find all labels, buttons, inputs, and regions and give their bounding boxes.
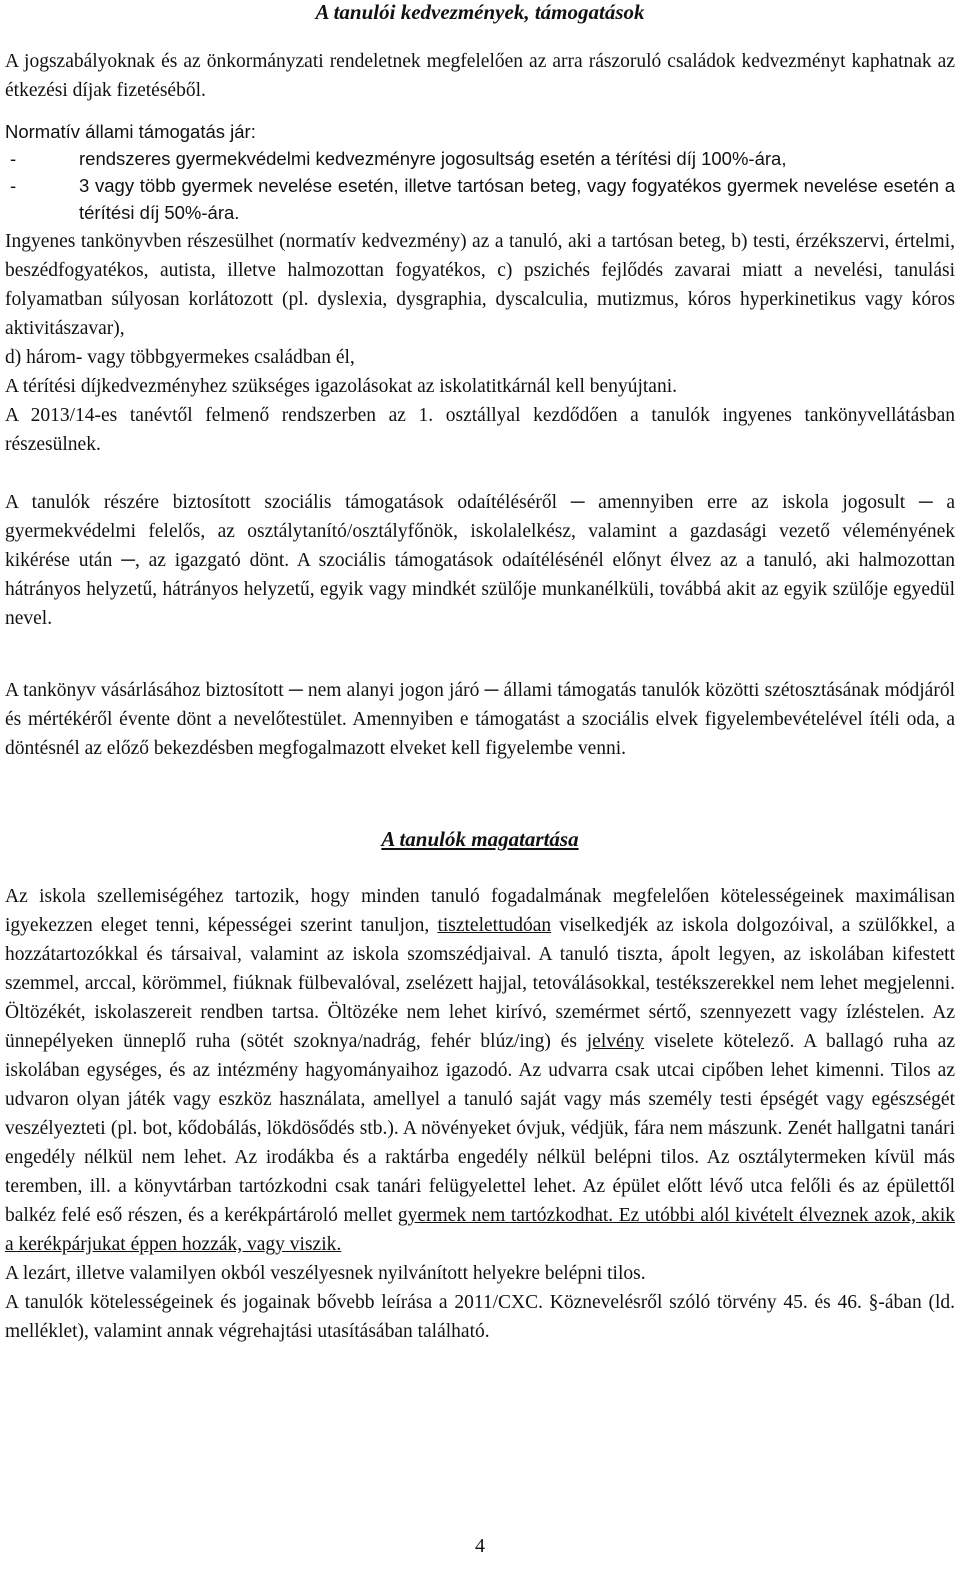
list-item-text: 3 vagy több gyermek nevelése esetén, illetve tartósan beteg, vagy fogyatékos gyermek nevelése esetén a térítési díj 50%-ára. (79, 175, 955, 223)
tankonyv-2013-paragraph: A 2013/14-es tanévtől felmenő rendszerben az 1. osztállyal kezdődően a tanulók ingyenes tankönyvellátásban részesülnek. (5, 405, 955, 455)
underlined-text: tisztelettudóan (437, 915, 552, 936)
text-run: Az iskola szellemiségéhez tartozik, hogy minden tanuló fogadalmának megfelelően kötelességeinek maximálisan igyekezzen eleget tenni, képességei szerint tanuljon, (5, 886, 955, 936)
normativ-list (5, 145, 955, 226)
magatartas-block (5, 882, 955, 1346)
kotelesseg-paragraph: A tanulók kötelességeinek és jogainak bővebb leírása a 2011/CXC. Köznevelésről szóló törvény 45. és 46. §-ában (ld. melléklet), valamint annak végrehajtási utasításában található. (5, 1292, 955, 1342)
underlined-text: jelvény (586, 1031, 645, 1052)
tankonyv-vasarlas-paragraph: A tankönyv vásárlásához biztosított ─ nem alanyi jogon járó ─ állami támogatás tanulók közötti szétosztásának módjáról és mértékéről évente dönt a nevelőtestület. Amennyiben e támogatást a szociális elvek figyelembevételével ítéli oda, a döntésnél az előző bekezdésben megfogalmazott elveket kell figyelembe venni. (5, 680, 955, 759)
intro-paragraph: A jogszabályoknak és az önkormányzati rendeletnek megfelelően az arra rászoruló családok kedvezményt kaphatnak az étkezési díjak fizetéséből. (5, 51, 955, 101)
lezart-line: A lezárt, illetve valamilyen okból veszélyesnek nyilvánított helyekre belépni tilos. (5, 1263, 646, 1284)
harom-gyermekes-line: d) három- vagy többgyermekes családban él, (5, 347, 355, 368)
ingyenes-block (5, 227, 955, 459)
igazolas-line: A térítési díjkedvezményhez szükséges igazolásokat az iskolatitkárnál kell benyújtani. (5, 376, 677, 397)
magatartas-paragraph (5, 882, 955, 1259)
text-run: viselkedjék az iskola dolgozóival, a szülőkkel, a hozzátartozókkal és társaival, valamint az iskola szomszédjaival. A tanuló tiszta, ápolt legyen, az iskolában kifestett szemmel, arccal, körömmel, fiúknak fülbevalóval, zselézett hajjal, tetoválásokkal, testékszerekkel nem lehet megjelenni. Öltözékét, iskolaszereit rendben tartsa. Öltözéke nem lehet kirívó, szemérmet sértő, szennyezett vagy ízléstelen. Az ünnepélyeken ünneplő ruha (sötét szoknya/nadrág, fehér blúz/ing) és (5, 915, 955, 1052)
page-number: 4 (475, 1535, 485, 1557)
text-run: viselete kötelező. A ballagó ruha az iskolában egységes, és az intézmény hagyományaihoz igazodó. Az udvarra csak utcai cipőben lehet kimenni. Tilos az udvaron olyan játék vagy eszköz használata, amellyel a tanuló saját vagy más személy testi épségét vagy egészségét veszélyezteti (pl. bot, kődobálás, lökdösődés stb.). A növényeket óvjuk, védjük, fára nem mászunk. Zenét hallgatni tanári engedély nélkül nem lehet. Az irodákba és a raktárba engedély nélkül belépni tilos. Az osztálytermeken kívül más teremben, ill. a könyvtárban tartózkodni csak tanári felügyelettel lehet. Az épület előtt lévő utca felőli és az épülettől balkéz felé eső részen, és a kerékpártároló mellet (5, 1031, 955, 1226)
bullet-dash: - (10, 175, 17, 196)
list-item (5, 172, 955, 226)
section-title-magatartas: A tanulók magatartása (381, 827, 579, 851)
list-item-text: rendszeres gyermekvédelmi kedvezményre jogosultság esetén a térítési díj 100%-ára, (79, 148, 787, 169)
section-title-kedvezmenyek: A tanulói kedvezmények, támogatások (315, 0, 645, 24)
ingyenes-paragraph: Ingyenes tankönyvben részesülhet (normatív kedvezmény) az a tanuló, aki a tartósan beteg, b) testi, érzékszervi, értelmi, beszédfogyatékos, autista, illetve halmozottan fogyatékos, c) pszichés fejlődés zavarai miatt a nevelési, tanulási folyamatban súlyosan korlátozott (pl. dyslexia, dysgraphia, dyscalculia, mutizmus, kóros hyperkinetikus vagy kóros aktivitászavar), (5, 231, 955, 339)
bullet-dash: - (10, 148, 17, 169)
normativ-header: Normatív állami támogatás jár: (5, 121, 256, 142)
underlined-text: gyermek nem tartózkodhat. Ez utóbbi alól kivételt élveznek azok, akik a kerékpárjukat éppen hozzák, vagy viszik. (5, 1205, 955, 1255)
list-item (5, 145, 955, 172)
szocialis-paragraph: A tanulók részére biztosított szociális támogatások odaítéléséről ─ amennyiben erre az iskola jogosult ─ a gyermekvédelmi felelős, az osztálytanító/osztályfőnök, iskolalelkész, valamint a gazdasági vezető véleményének kikérése után ─, az igazgató dönt. A szociális támogatások odaítélésénél előnyt élvez az a tanuló, aki halmozottan hátrányos helyzetű, hátrányos helyzetű, egyik vagy mindkét szülője munkanélküli, továbbá akit az egyik szülője egyedül nevel. (5, 492, 955, 629)
